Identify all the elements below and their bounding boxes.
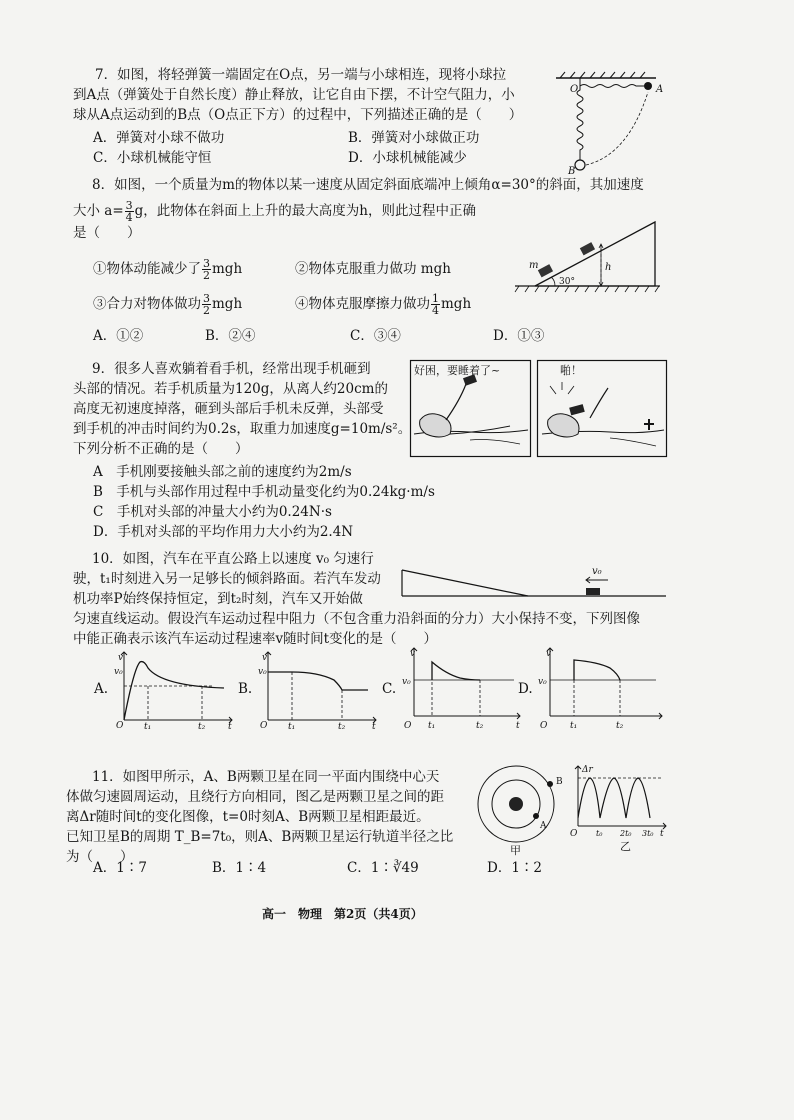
- q7-option-a: A．弹簧对小球不做功: [93, 130, 225, 146]
- q9-line1: 9．很多人喜欢躺着看手机，经常出现手机砸到: [92, 361, 371, 377]
- q10-line1: 10．如图，汽车在平直公路上以速度 v₀ 匀速行: [92, 551, 374, 567]
- q11-line5: 为（ ）: [66, 849, 134, 865]
- q10-line4: 匀速直线运动。假设汽车运动过程中阻力（不包含重力沿斜面的分力）大小保持不变，下列图像: [73, 611, 640, 627]
- q10-d-t1: t₁: [570, 721, 578, 731]
- q9-option-c: C 手机对头部的冲量大小约为0.24N·s: [93, 504, 332, 520]
- q10-a-origin: O: [116, 721, 124, 731]
- q11-distance-graph: [570, 762, 670, 852]
- q9-option-b: B 手机与头部作用过程中手机动量变化约为0.24kg·m/s: [93, 484, 435, 500]
- q11-graph-origin: O: [570, 829, 578, 839]
- q10-a-v: v: [118, 653, 124, 663]
- q10-c-origin: O: [404, 721, 412, 731]
- q10-a-t2: t₂: [198, 722, 206, 732]
- q9-line5: 下列分析不正确的是（ ）: [73, 441, 249, 457]
- q7-label-a: A: [656, 84, 664, 95]
- q10-d-t2: t₂: [616, 721, 624, 731]
- q9-option-a: A 手机刚要接触头部之前的速度约为2m/s: [93, 464, 352, 480]
- q7-label-o: O: [570, 84, 579, 95]
- q11-line2: 体做匀速圆周运动，且绕行方向相同，图乙是两颗卫星之间的距: [66, 789, 444, 805]
- q8-line2-post: g，此物体在斜面上上升的最大高度为h，则此过程中正确: [134, 203, 476, 219]
- q10-b-origin: O: [260, 721, 268, 731]
- q9-cartoon-right-caption: 啪！: [560, 364, 582, 377]
- q10-line2: 驶，t₁时刻进入另一足够长的倾斜路面。若汽车发动: [73, 571, 381, 587]
- q8-label-m: m: [529, 260, 539, 271]
- q10-a-v0: v₀: [114, 667, 123, 677]
- q11-label-b: B: [556, 777, 563, 787]
- q7-option-c: C．小球机械能守恒: [93, 150, 212, 166]
- q8-s4-fraction: $\frac{1}{4}$: [432, 292, 439, 317]
- q11-orbit-figure: [470, 762, 570, 857]
- q7-line3: 球从A点运动到的B点（O点正下方）的过程中，下列描述正确的是（ ）: [73, 107, 523, 123]
- q11-caption-jia: 甲: [510, 844, 521, 857]
- q8-label-angle: 30°: [559, 277, 575, 287]
- q9-line2: 头部的情况。若手机质量为120g，从离人约20cm的: [73, 381, 388, 397]
- q10-option-c: C.: [382, 681, 397, 697]
- q9-cartoon-left-caption: 好困，要睡着了~: [414, 364, 501, 377]
- q7-line1: 7．如图，将轻弹簧一端固定在O点，另一端与小球相连，现将小球拉: [95, 67, 507, 83]
- q9-line3: 高度无初速度掉落，砸到头部后手机未反弹，头部受: [73, 401, 384, 417]
- q8-statement-4: ④物体克服摩擦力做功 $\frac{1}{4}$ mgh: [295, 292, 472, 317]
- q9-cartoon: [410, 360, 668, 458]
- q11-option-b: B．1∶4: [212, 860, 267, 876]
- q11-option-a: A．1∶7: [93, 860, 147, 876]
- q10-road-v0: v₀: [592, 566, 602, 577]
- q8-s1-fraction: $\frac{3}{2}$: [203, 257, 210, 282]
- q11-label-a: A: [540, 821, 547, 831]
- q8-acc-fraction: $\frac{3}{4}$: [125, 199, 133, 224]
- q10-b-v: v: [262, 653, 268, 663]
- q8-statement-2: ②物体克服重力做功 mgh: [295, 261, 451, 277]
- q8-option-d: D．①③: [493, 328, 545, 344]
- q11-graph-3t0: 3t₀: [642, 829, 654, 838]
- q7-label-b: B: [568, 166, 576, 177]
- q8-line2: [73, 196, 476, 226]
- q11-line4: 已知卫星B的周期 T_B=7t₀，则A、B两颗卫星运行轨道半径之比: [66, 829, 454, 845]
- q8-line3: 是（ ）: [73, 225, 141, 241]
- q10-b-v0: v₀: [258, 667, 267, 677]
- q8-option-b: B．②④: [205, 328, 256, 344]
- q11-option-c: C．1∶∛49: [347, 860, 419, 876]
- q10-graph-b: [258, 648, 382, 730]
- q9-option-d: D．手机对头部的平均作用力大小约为2.4N: [93, 524, 354, 540]
- q8-statement-1: ①物体动能减少了 $\frac{3}{2}$ mgh: [93, 257, 243, 282]
- q10-graph-a: [114, 648, 238, 730]
- q10-b-t2: t₂: [338, 722, 346, 732]
- q10-b-t: t: [372, 722, 376, 732]
- q10-d-v0: v₀: [538, 677, 547, 687]
- q10-d-v: v: [546, 649, 552, 659]
- q10-c-t2: t₂: [476, 721, 484, 731]
- q7-option-d: D．小球机械能减少: [348, 150, 467, 166]
- q10-line5: 中能正确表示该汽车运动过程速率v随时间t变化的是（ ）: [73, 631, 438, 647]
- q8-statement-3: ③合力对物体做功 $\frac{3}{2}$ mgh: [93, 292, 243, 317]
- q11-line1: 11．如图甲所示，A、B两颗卫星在同一平面内围绕中心天: [92, 769, 440, 785]
- q8-incline-figure: [515, 218, 665, 294]
- q10-line3: 机功率P始终保持恒定，到t₂时刻，汽车又开始做: [73, 591, 363, 607]
- q11-caption-yi: 乙: [620, 840, 631, 853]
- q10-a-t1: t₁: [144, 722, 152, 732]
- q10-c-t1: t₁: [428, 721, 436, 731]
- q10-graph-c: [402, 644, 526, 734]
- q10-road-figure: [400, 562, 668, 598]
- q10-option-d: D.: [518, 681, 533, 697]
- q10-option-a: A.: [94, 681, 109, 697]
- q7-line2: 到A点（弹簧处于自然长度）静止释放，让它自由下摆，不计空气阻力，小: [73, 87, 515, 103]
- q10-d-origin: O: [540, 721, 548, 731]
- q10-c-t: t: [516, 721, 520, 731]
- q7-option-b: B．弹簧对小球做正功: [348, 130, 480, 146]
- q8-line1: 8．如图，一个质量为m的物体以某一速度从固定斜面底端冲上倾角α=30°的斜面，其加速度: [92, 177, 644, 193]
- q11-option-d: D．1∶2: [487, 860, 543, 876]
- page-footer: 高一 物理 第2页（共4页）: [262, 907, 423, 921]
- q10-a-t: t: [228, 722, 232, 732]
- q9-line4: 到手机的冲击时间约为0.2s，取重力加速度g=10m/s²。: [73, 421, 412, 437]
- q10-c-v0: v₀: [402, 677, 411, 687]
- q7-figure: [548, 70, 663, 180]
- q11-graph-t: t: [660, 829, 664, 839]
- q8-label-h: h: [605, 262, 612, 273]
- q11-graph-t0: t₀: [596, 829, 603, 838]
- q10-b-t1: t₁: [288, 722, 296, 732]
- q11-line3: 离Δr随时间t的变化图像，t=0时刻A、B两颗卫星相距最近。: [66, 809, 430, 825]
- q8-s3-fraction: $\frac{3}{2}$: [203, 292, 210, 317]
- q11-graph-dr: Δr: [582, 765, 593, 775]
- q10-graph-d: [538, 644, 668, 734]
- q8-option-c: C．③④: [350, 328, 401, 344]
- q10-option-b: B.: [238, 681, 253, 697]
- q8-option-a: A．①②: [93, 328, 144, 344]
- q8-line2-pre: 大小 a=: [73, 203, 124, 219]
- q11-graph-2t0: 2t₀: [620, 829, 632, 838]
- q10-c-v: v: [410, 649, 416, 659]
